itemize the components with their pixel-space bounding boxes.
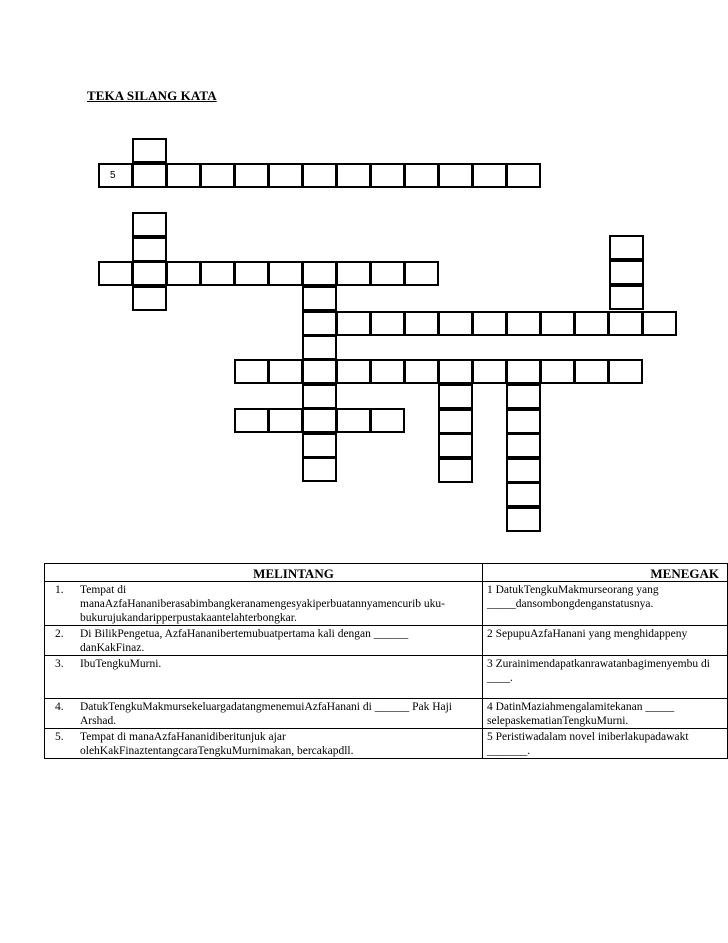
down-clue bbox=[483, 729, 728, 759]
across-header: MELINTANG bbox=[45, 564, 483, 582]
grid-cell[interactable] bbox=[438, 163, 473, 188]
grid-cell[interactable] bbox=[540, 359, 575, 384]
grid-cell[interactable] bbox=[302, 286, 337, 311]
clue-text: Di BilikPengetua, AzfaHananibertemubuatpertama kali dengan ______ danKakFinaz. bbox=[80, 628, 409, 654]
across-clue bbox=[45, 626, 483, 656]
clue-text: 1 DatukTengkuMakmurseorang yang _____dansombongdenganstatusnya. bbox=[487, 584, 659, 610]
grid-cell[interactable] bbox=[302, 433, 337, 458]
grid-cell[interactable] bbox=[302, 163, 337, 188]
grid-cell[interactable] bbox=[506, 482, 541, 507]
grid-cell[interactable] bbox=[608, 311, 643, 336]
grid-cell[interactable] bbox=[574, 311, 609, 336]
grid-cell[interactable] bbox=[370, 311, 405, 336]
grid-cell[interactable] bbox=[438, 359, 473, 384]
clue-number: 4. bbox=[55, 701, 64, 713]
grid-cell[interactable] bbox=[200, 163, 235, 188]
down-clue bbox=[483, 699, 728, 729]
down-clue bbox=[483, 656, 728, 699]
cell-number: 5 bbox=[110, 170, 116, 181]
grid-cell[interactable] bbox=[506, 163, 541, 188]
clue-text: 4 DatinMaziahmengalamitekanan _____ selepaskematianTengkuMurni. bbox=[487, 701, 675, 727]
grid-cell[interactable] bbox=[506, 507, 541, 532]
grid-cell[interactable] bbox=[574, 359, 609, 384]
grid-cell[interactable] bbox=[438, 433, 473, 458]
clue-row bbox=[45, 699, 728, 729]
grid-cell[interactable] bbox=[336, 261, 371, 286]
clue-text: 5 Peristiwadalam novel iniberlakupadawakt _______. bbox=[487, 731, 689, 757]
grid-cell[interactable] bbox=[302, 384, 337, 409]
across-clue bbox=[45, 699, 483, 729]
clue-row bbox=[45, 582, 728, 626]
grid-cell[interactable] bbox=[506, 433, 541, 458]
grid-cell[interactable] bbox=[132, 163, 167, 188]
grid-cell[interactable] bbox=[472, 311, 507, 336]
grid-cell[interactable] bbox=[234, 163, 269, 188]
grid-cell[interactable] bbox=[132, 286, 167, 311]
grid-cell[interactable] bbox=[336, 311, 371, 336]
across-clue bbox=[45, 729, 483, 759]
clue-text: 3 Zurainimendapatkanrawatanbagimenyembu di ____. bbox=[487, 658, 710, 684]
clue-text: Tempat di manaAzfaHananiberasabimbangkeranamengesyakiperbuatannyamencurib uku-bukurujukandaripperpustakaantelahterbongkar. bbox=[80, 584, 445, 624]
grid-cell[interactable] bbox=[506, 458, 541, 483]
grid-cell[interactable] bbox=[98, 163, 133, 188]
clue-number: 1. bbox=[55, 584, 64, 596]
page-title: TEKA SILANG KATA bbox=[87, 88, 217, 103]
grid-cell[interactable] bbox=[268, 163, 303, 188]
grid-cell[interactable] bbox=[302, 261, 337, 286]
grid-cell[interactable] bbox=[166, 163, 201, 188]
grid-cell[interactable] bbox=[302, 457, 337, 482]
grid-cell[interactable] bbox=[404, 311, 439, 336]
down-header: MENEGAK bbox=[483, 564, 728, 582]
down-clue bbox=[483, 582, 728, 626]
grid-cell[interactable] bbox=[370, 261, 405, 286]
grid-cell[interactable] bbox=[608, 359, 643, 384]
clue-number: 2. bbox=[55, 628, 64, 640]
grid-cell[interactable] bbox=[404, 261, 439, 286]
grid-cell[interactable] bbox=[98, 261, 133, 286]
grid-cell[interactable] bbox=[336, 163, 371, 188]
grid-cell[interactable] bbox=[438, 384, 473, 409]
grid-cell[interactable] bbox=[404, 359, 439, 384]
grid-cell[interactable] bbox=[302, 359, 337, 384]
clue-number: 5. bbox=[55, 731, 64, 743]
grid-cell[interactable] bbox=[370, 163, 405, 188]
grid-cell[interactable] bbox=[438, 409, 473, 434]
grid-cell[interactable] bbox=[609, 260, 644, 285]
grid-cell[interactable] bbox=[642, 311, 677, 336]
grid-cell[interactable] bbox=[200, 261, 235, 286]
clue-text: DatukTengkuMakmursekeluargadatangmenemuiAzfaHanani di ______ Pak Haji Arshad. bbox=[80, 701, 452, 727]
grid-cell[interactable] bbox=[132, 261, 167, 286]
grid-cell[interactable] bbox=[404, 163, 439, 188]
grid-cell[interactable] bbox=[234, 408, 269, 433]
grid-cell[interactable] bbox=[506, 311, 541, 336]
grid-cell[interactable] bbox=[370, 359, 405, 384]
down-clue bbox=[483, 626, 728, 656]
clue-text: 2 SepupuAzfaHanani yang menghidappeny bbox=[487, 628, 688, 640]
clue-text: IbuTengkuMurni. bbox=[80, 658, 162, 670]
grid-cell[interactable] bbox=[302, 335, 337, 360]
grid-cell[interactable] bbox=[472, 359, 507, 384]
grid-cell[interactable] bbox=[506, 409, 541, 434]
grid-cell[interactable] bbox=[132, 138, 167, 163]
grid-cell[interactable] bbox=[268, 261, 303, 286]
grid-cell[interactable] bbox=[506, 384, 541, 409]
clue-table bbox=[44, 563, 728, 759]
grid-cell[interactable] bbox=[132, 237, 167, 262]
clue-row bbox=[45, 626, 728, 656]
grid-cell[interactable] bbox=[234, 261, 269, 286]
clue-number: 3. bbox=[55, 658, 64, 670]
grid-cell[interactable] bbox=[132, 212, 167, 237]
grid-cell[interactable] bbox=[302, 311, 337, 336]
grid-cell[interactable] bbox=[336, 359, 371, 384]
grid-cell[interactable] bbox=[609, 285, 644, 310]
grid-cell[interactable] bbox=[506, 359, 541, 384]
across-clue bbox=[45, 656, 483, 699]
grid-cell[interactable] bbox=[370, 408, 405, 433]
grid-cell[interactable] bbox=[268, 359, 303, 384]
grid-cell[interactable] bbox=[438, 458, 473, 483]
grid-cell[interactable] bbox=[609, 235, 644, 260]
grid-cell[interactable] bbox=[166, 261, 201, 286]
clue-row bbox=[45, 656, 728, 699]
clue-text: Tempat di manaAzfaHananidiberitunjuk ajar olehKakFinaztentangcaraTengkuMurnimakan, bercakapdll. bbox=[80, 731, 354, 757]
clue-row bbox=[45, 729, 728, 759]
grid-cell[interactable] bbox=[234, 359, 269, 384]
grid-cell[interactable] bbox=[336, 408, 371, 433]
grid-cell[interactable] bbox=[438, 311, 473, 336]
grid-cell[interactable] bbox=[540, 311, 575, 336]
across-clue bbox=[45, 582, 483, 626]
grid-cell[interactable] bbox=[302, 408, 337, 433]
grid-cell[interactable] bbox=[472, 163, 507, 188]
grid-cell[interactable] bbox=[268, 408, 303, 433]
